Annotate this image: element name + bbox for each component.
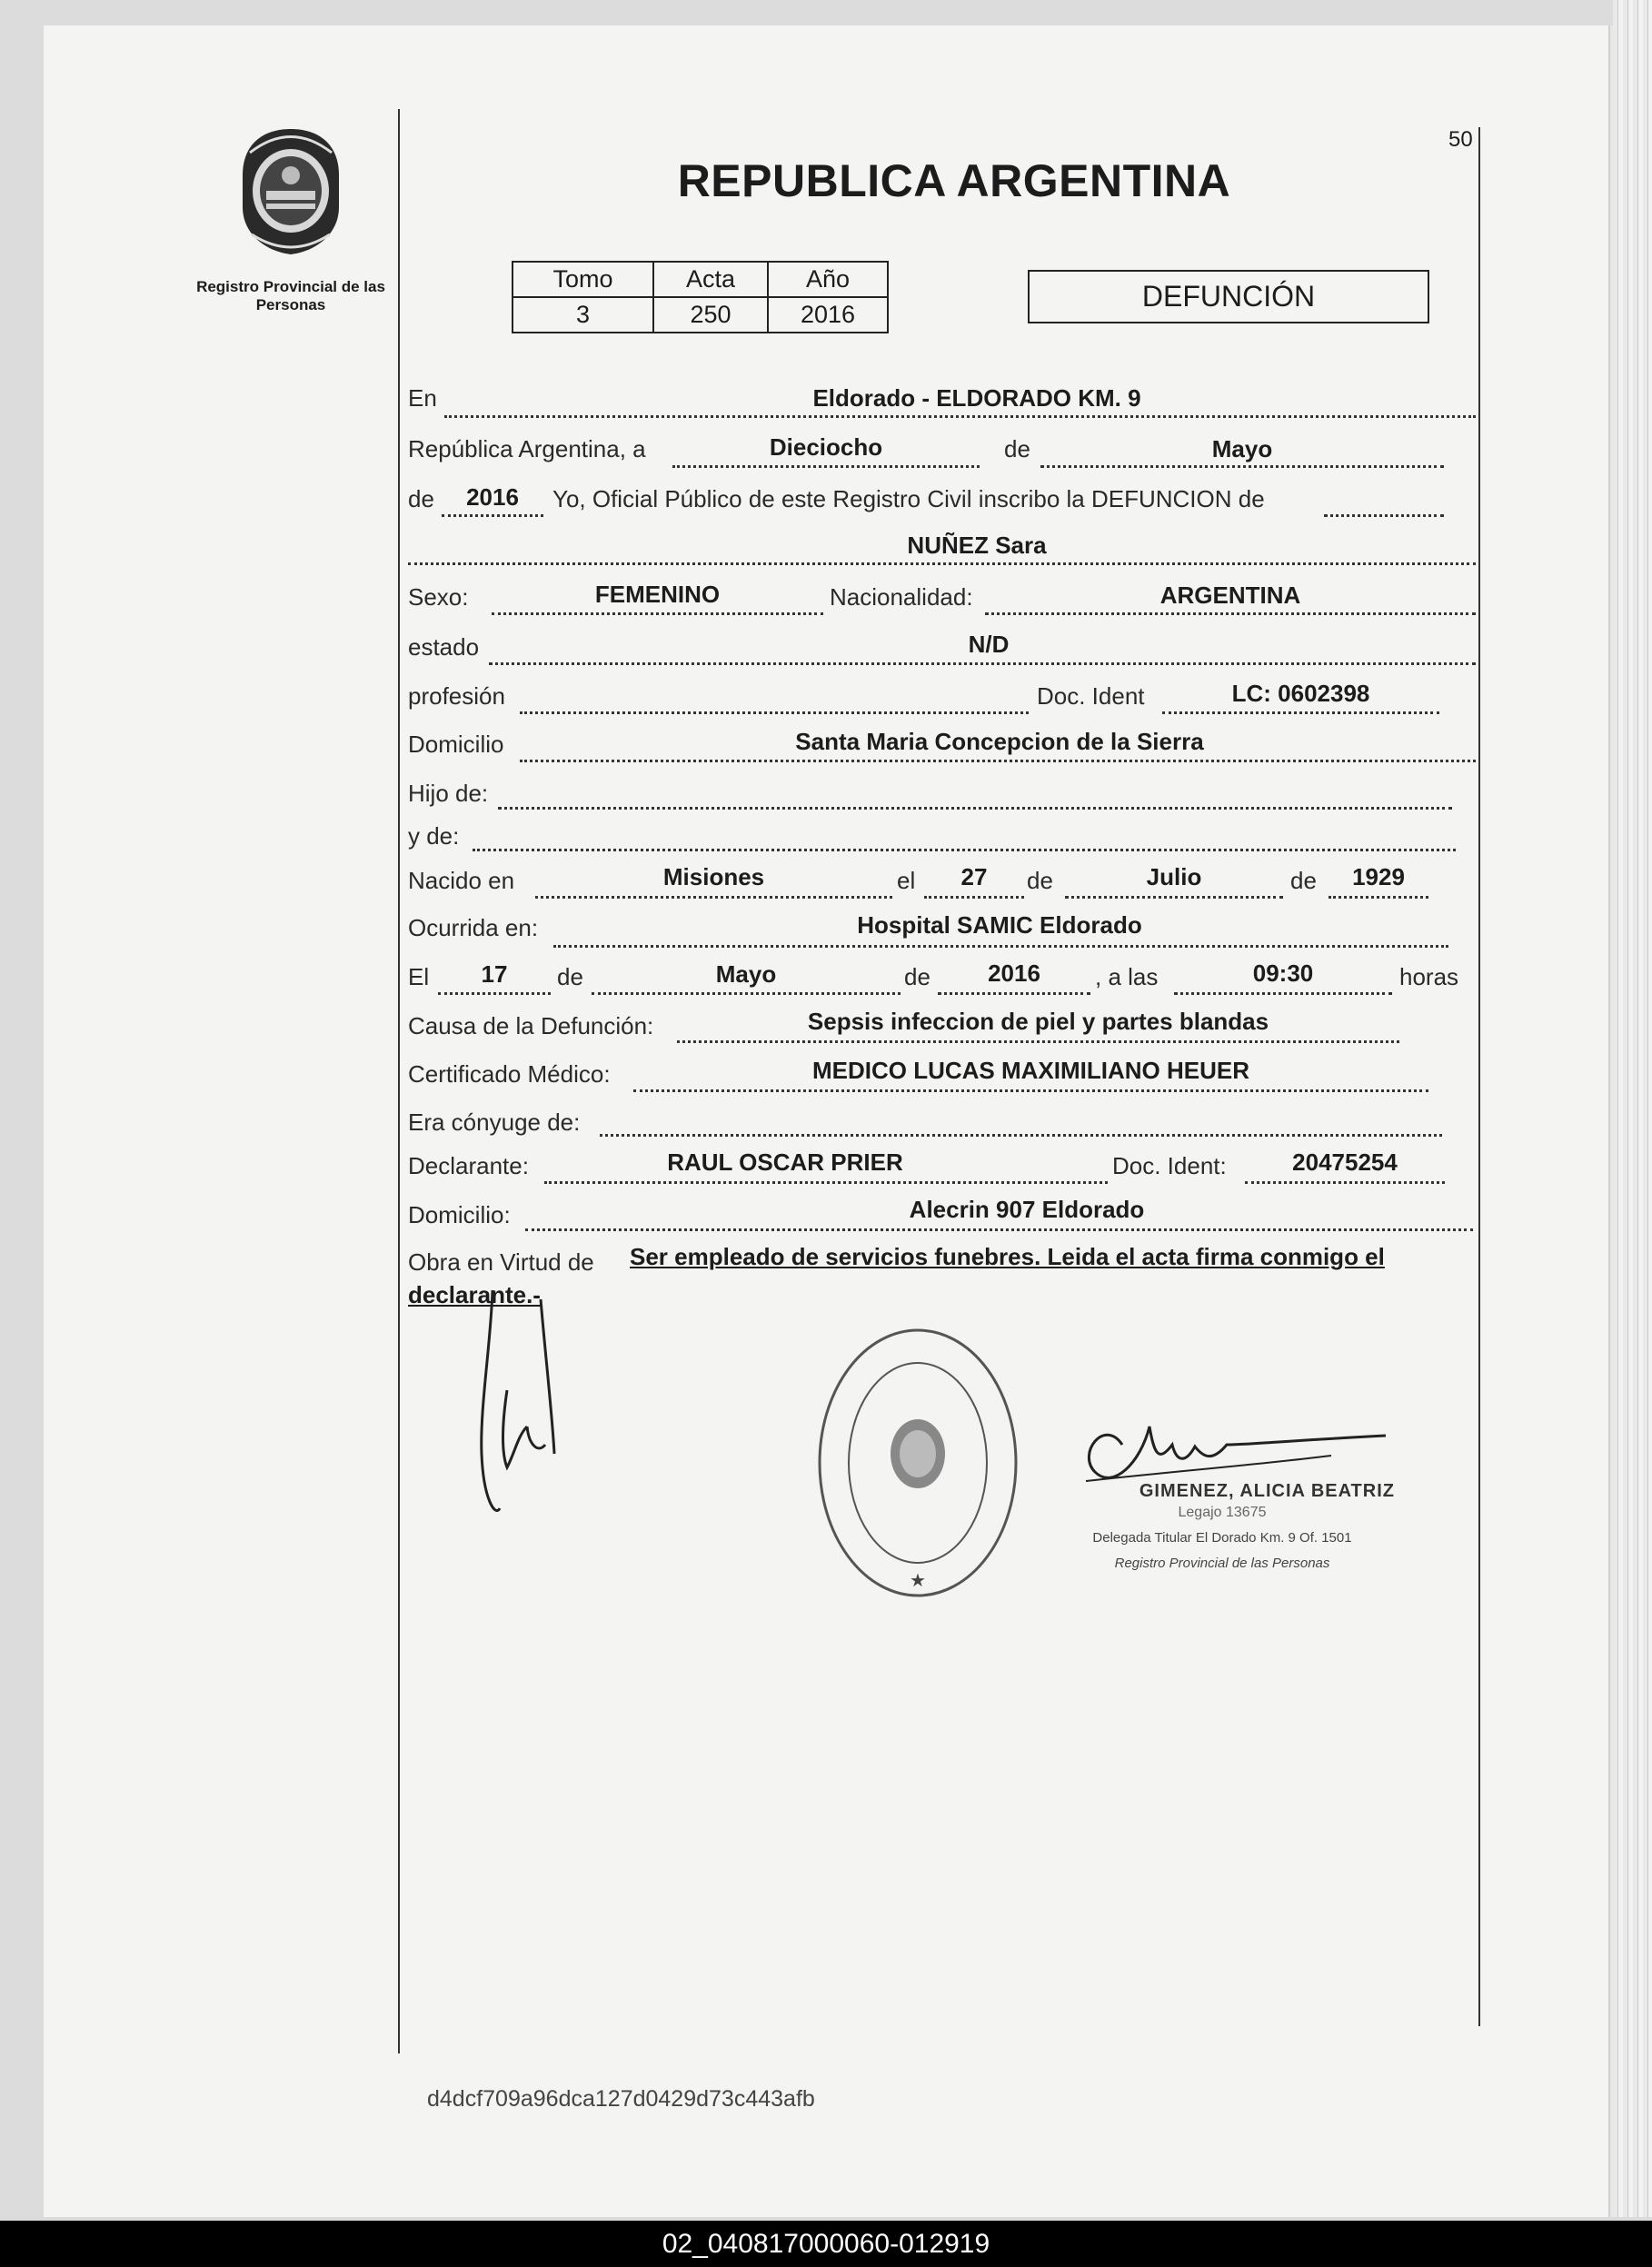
dotted-line [442, 514, 543, 517]
de-label: de [1290, 867, 1317, 894]
de-label: de [1027, 867, 1053, 894]
stacked-pages-edge [1613, 0, 1652, 2217]
nacido-label: Nacido en [408, 867, 515, 894]
obra-label: Obra en Virtud de [408, 1248, 594, 1276]
record-type-box: DEFUNCIÓN [1028, 270, 1429, 323]
conyuge-label: Era cónyuge de: [408, 1109, 581, 1136]
horas-label: horas [1399, 963, 1459, 990]
dotted-line [520, 711, 1029, 714]
dotted-line [1174, 992, 1392, 995]
dotted-line [600, 1134, 1442, 1137]
de-label: de [408, 485, 434, 512]
profesion-label: profesión [408, 682, 505, 710]
dotted-line [438, 992, 551, 995]
dotted-line [553, 945, 1448, 948]
declarante-value: RAUL OSCAR PRIER [667, 1148, 903, 1176]
official-role: Delegada Titular El Dorado Km. 9 Of. 1501 [1092, 1530, 1352, 1546]
dotted-line [677, 1040, 1399, 1043]
dotted-line [498, 807, 1452, 810]
dotted-line [672, 465, 980, 468]
death-month-value: Mayo [715, 960, 777, 988]
estado-value: N/D [968, 631, 1010, 658]
estado-label: estado [408, 633, 480, 661]
en-label: En [408, 384, 437, 412]
death-time-value: 09:30 [1252, 959, 1314, 987]
domicilio-value: Santa Maria Concepcion de la Sierra [795, 728, 1204, 755]
nacido-lugar-value: Misiones [662, 863, 765, 890]
doc-ident-value: LC: 0602398 [1231, 680, 1370, 707]
de-label: de [904, 963, 930, 990]
birth-day-value: 27 [960, 863, 988, 890]
dotted-line [924, 896, 1024, 899]
document-page [44, 25, 1608, 2217]
de-label: de [557, 963, 583, 990]
nacionalidad-value: ARGENTINA [1159, 582, 1301, 609]
certificado-value: MEDICO LUCAS MAXIMILIANO HEUER [812, 1057, 1249, 1084]
dotted-line [1245, 1181, 1445, 1184]
nacionalidad-label: Nacionalidad: [830, 583, 973, 611]
provincial-seal-icon [232, 125, 350, 257]
page-number: 50 [1448, 127, 1473, 152]
right-margin-line [1478, 127, 1480, 2026]
document-hash: d4dcf709a96dca127d0429d73c443afb [427, 2086, 815, 2112]
official-legajo: Legajo 13675 [1178, 1505, 1267, 1520]
obra-value-cont: declarante.- [408, 1281, 541, 1308]
causa-label: Causa de la Defunción: [408, 1012, 654, 1039]
day-text-value: Dieciocho [769, 433, 883, 461]
dotted-line [408, 562, 1476, 565]
birth-year-value: 1929 [1352, 863, 1405, 890]
sexo-label: Sexo: [408, 583, 469, 611]
deceased-name-value: NUÑEZ Sara [907, 532, 1047, 559]
dotted-line [544, 1181, 1108, 1184]
place-value: Eldorado - ELDORADO KM. 9 [812, 384, 1141, 412]
dotted-line [1162, 711, 1439, 714]
dotted-line [525, 1228, 1473, 1231]
el-label: el [897, 867, 916, 894]
official-name: GIMENEZ, ALICIA BEATRIZ [1139, 1481, 1395, 1501]
decl-domicilio-label: Domicilio: [408, 1201, 511, 1228]
dotted-line [985, 612, 1476, 615]
a-las-label: , a las [1095, 963, 1159, 990]
svg-text:★: ★ [910, 1569, 926, 1591]
dotted-line [492, 612, 823, 615]
record-number-table [512, 261, 889, 333]
dotted-line [535, 896, 892, 899]
acta-header: Acta [653, 262, 768, 297]
obra-value: Ser empleado de servicios funebres. Leida el acta firma conmigo el [630, 1243, 1385, 1270]
birth-month-value: Julio [1146, 863, 1202, 890]
dotted-line [1324, 514, 1444, 517]
decl-doc-label: Doc. Ident: [1112, 1152, 1227, 1179]
tomo-value: 3 [513, 297, 653, 333]
scan-id: 02_040817000060-012919 [662, 2229, 990, 2259]
declarant-signature [454, 1272, 591, 1526]
causa-value: Sepsis infeccion de piel y partes blandas [807, 1008, 1269, 1035]
acta-value: 250 [653, 297, 768, 333]
dotted-line [633, 1089, 1428, 1092]
hijo-de-label: Hijo de: [408, 780, 489, 807]
inscribo-text: Yo, Oficial Público de este Registro Civil inscribo la DEFUNCION de [552, 485, 1265, 512]
registry-label: Registro Provincial de las Personas [196, 278, 385, 313]
y-de-label: y de: [408, 822, 460, 850]
declarante-label: Declarante: [408, 1152, 529, 1179]
death-day-value: 17 [481, 960, 508, 988]
page-title: REPUBLICA ARGENTINA [677, 155, 1231, 206]
anio-value: 2016 [768, 297, 888, 333]
dotted-line [520, 760, 1476, 762]
decl-doc-value: 20475254 [1292, 1148, 1398, 1176]
dotted-line [444, 415, 1476, 418]
ocurrida-label: Ocurrida en: [408, 914, 539, 941]
doc-ident-label: Doc. Ident [1037, 682, 1145, 710]
dotted-line [1065, 896, 1283, 899]
dotted-line [489, 662, 1476, 665]
left-margin-line [398, 109, 400, 2053]
el-label: El [408, 963, 430, 990]
ocurrida-value: Hospital SAMIC Eldorado [857, 911, 1142, 939]
official-stamp [809, 1317, 1027, 1608]
de-label: de [1004, 435, 1030, 462]
domicilio-label: Domicilio [408, 731, 504, 758]
dotted-line [1329, 896, 1428, 899]
tomo-header: Tomo [513, 262, 653, 297]
dotted-line [473, 849, 1456, 851]
dotted-line [592, 992, 901, 995]
certificado-label: Certificado Médico: [408, 1060, 611, 1088]
dotted-line [938, 992, 1090, 995]
official-registry: Registro Provincial de las Personas [1114, 1556, 1330, 1571]
scan-id-bar [0, 2221, 1652, 2267]
republica-label: República Argentina, a [408, 435, 646, 462]
anio-header: Año [768, 262, 888, 297]
death-year-value: 2016 [988, 959, 1040, 987]
dotted-line [1040, 465, 1444, 468]
month-value: Mayo [1211, 435, 1273, 462]
decl-domicilio-value: Alecrin 907 Eldorado [909, 1196, 1145, 1223]
year-value: 2016 [466, 483, 519, 511]
sexo-value: FEMENINO [594, 581, 721, 608]
